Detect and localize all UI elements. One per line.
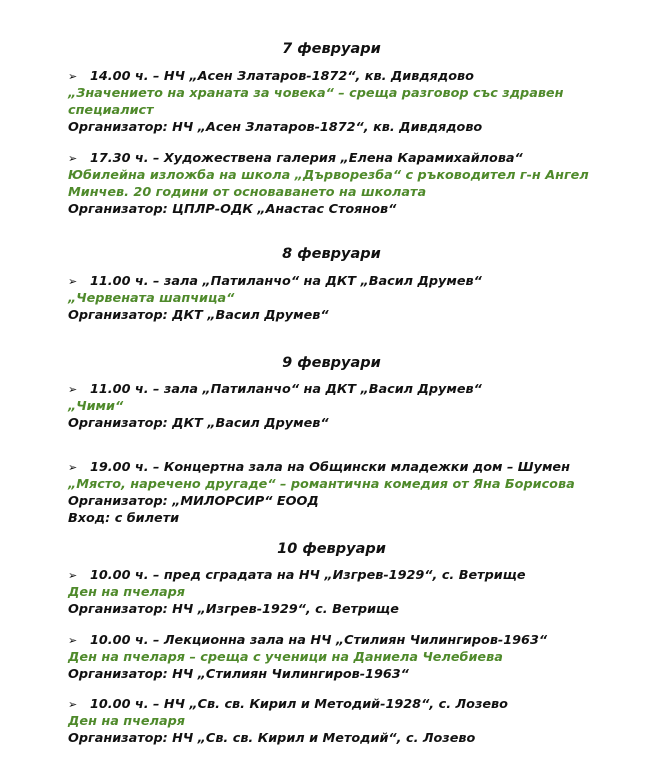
arrow-bullet-icon: ➢ xyxy=(68,461,78,474)
event-time-place: 10.00 ч. – пред сградата на НЧ „Изгрев-1929“, с. Ветрище xyxy=(90,568,526,583)
event-item xyxy=(68,696,648,747)
day-heading: 8 февруари xyxy=(282,246,381,262)
arrow-bullet-icon: ➢ xyxy=(68,634,78,647)
event-item xyxy=(68,68,648,136)
event-item xyxy=(68,632,648,683)
event-entry: Вход: с билети xyxy=(68,511,180,526)
event-item xyxy=(68,381,648,432)
event-organizer: Организатор: НЧ „Стилиян Чилингиров-1963“ xyxy=(68,667,409,682)
event-item xyxy=(68,567,648,618)
event-organizer: Организатор: ДКТ „Васил Друмев“ xyxy=(68,308,329,323)
day-heading: 10 февруари xyxy=(277,541,386,557)
event-time-place: 19.00 ч. – Концертна зала на Общински младежки дом – Шумен xyxy=(90,460,570,475)
event-title-line: Ден на пчеларя – среща с ученици на Даниела Челебиева xyxy=(68,650,503,665)
event-title-line: Юбилейна изложба на школа „Дърворезба“ с ръководител г-н Ангел xyxy=(68,168,589,183)
arrow-bullet-icon: ➢ xyxy=(68,70,78,83)
event-title-line: Ден на пчеларя xyxy=(68,585,185,600)
event-time-place: 17.30 ч. – Художествена галерия „Елена Карамихайлова“ xyxy=(90,151,523,166)
event-time-place: 10.00 ч. – Лекционна зала на НЧ „Стилиян Чилингиров-1963“ xyxy=(90,633,548,648)
event-organizer: Организатор: ЦПЛР-ОДК „Анастас Стоянов“ xyxy=(68,202,397,217)
day-heading: 7 февруари xyxy=(282,41,381,57)
arrow-bullet-icon: ➢ xyxy=(68,275,78,288)
event-item xyxy=(68,150,648,218)
event-title-line: „Значението на храната за човека“ – среща разговор със здравен xyxy=(68,86,564,101)
arrow-bullet-icon: ➢ xyxy=(68,698,78,711)
event-time-place: 10.00 ч. – НЧ „Св. св. Кирил и Методий-1928“, с. Лозево xyxy=(90,697,508,712)
event-organizer: Организатор: НЧ „Асен Златаров-1872“, кв. Дивдядово xyxy=(68,120,483,135)
day-heading: 9 февруари xyxy=(282,355,381,371)
event-time-place: 11.00 ч. – зала „Патиланчо“ на ДКТ „Васил Друмев“ xyxy=(90,274,482,289)
event-time-place: 14.00 ч. – НЧ „Асен Златаров-1872“, кв. Дивдядово xyxy=(90,69,474,84)
event-organizer: Организатор: „МИЛОРСИР“ ЕООД xyxy=(68,494,319,509)
event-item xyxy=(68,273,648,324)
event-title-line: Минчев. 20 години от основаването на школата xyxy=(68,185,427,200)
event-item xyxy=(68,459,648,527)
event-organizer: Организатор: НЧ „Св. св. Кирил и Методий“, с. Лозево xyxy=(68,731,476,746)
event-title-line: „Място, наречено другаде“ – романтична комедия от Яна Борисова xyxy=(68,477,575,492)
event-title-line: Ден на пчеларя xyxy=(68,714,185,729)
event-organizer: Организатор: ДКТ „Васил Друмев“ xyxy=(68,416,329,431)
arrow-bullet-icon: ➢ xyxy=(68,152,78,165)
event-time-place: 11.00 ч. – зала „Патиланчо“ на ДКТ „Васил Друмев“ xyxy=(90,382,482,397)
event-title-line: „Червената шапчица“ xyxy=(68,291,235,306)
event-title-line: „Чими“ xyxy=(68,399,124,414)
event-organizer: Организатор: НЧ „Изгрев-1929“, с. Ветрище xyxy=(68,602,399,617)
arrow-bullet-icon: ➢ xyxy=(68,569,78,582)
arrow-bullet-icon: ➢ xyxy=(68,383,78,396)
event-title-line: специалист xyxy=(68,103,154,118)
